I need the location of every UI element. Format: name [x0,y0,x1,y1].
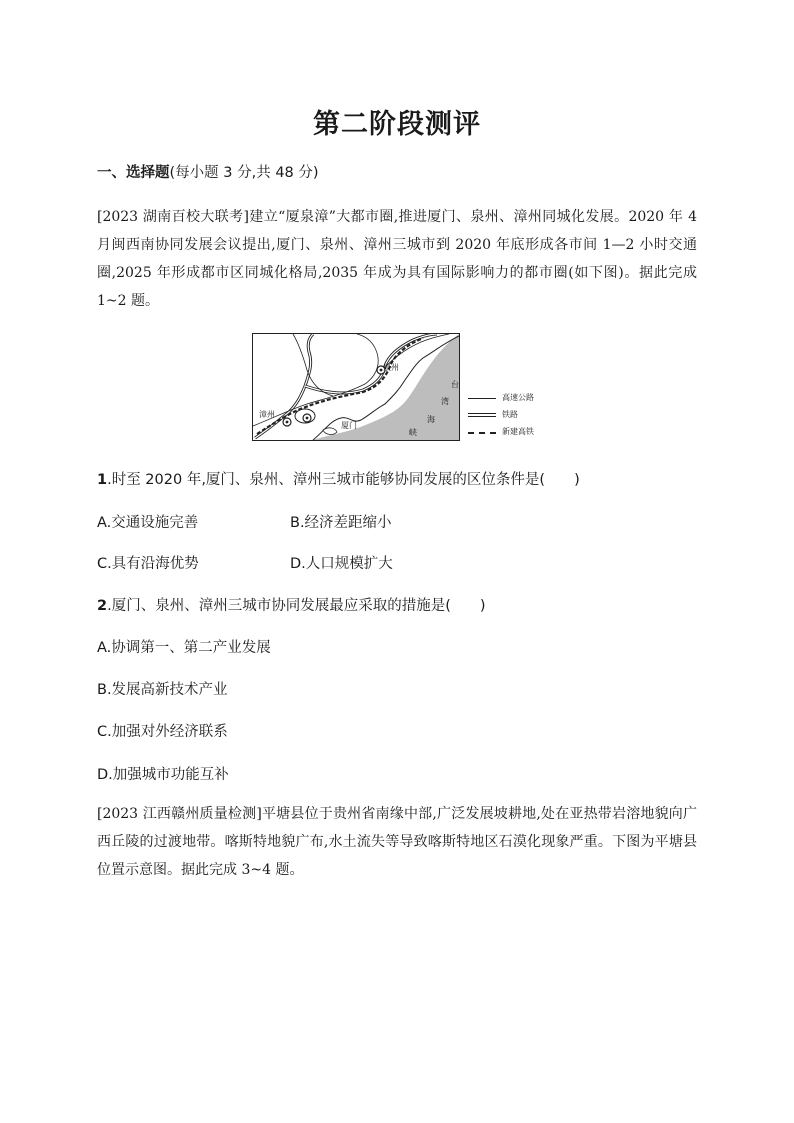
label-tai: 台 [451,380,459,389]
question-stem: .厦门、泉州、漳州三城市协同发展最应采取的措施是( ) [107,598,486,614]
label-wan: 湾 [441,397,449,406]
label-xia: 峡 [409,428,417,437]
section-heading [97,161,319,182]
question-1 [97,468,580,489]
question-stem: .时至 2020 年,厦门、泉州、漳州三城市能够协同发展的区位条件是( ) [107,472,580,488]
section-title: 一、选择题 [97,165,170,181]
label-quanzhou: 泉州 [383,363,399,372]
highway-line-2 [293,334,333,396]
legend-hsr-swatch [468,432,496,434]
sea-area [313,334,459,440]
q1-option-a[interactable]: A.交通设施完善 [97,515,199,531]
question-2 [97,594,486,615]
q1-option-c[interactable]: C.具有沿海优势 [97,556,199,572]
legend-railway [468,408,558,425]
question-number: 1 [97,472,108,488]
legend-railway-swatch [468,413,496,417]
legend-highway-label: 高速公路 [502,393,534,402]
passage-2: [2023 江西赣州质量检测]平塘县位于贵州省南缘中部,广泛发展坡耕地,处在亚热带岩溶地貌向广西丘陵的过渡地带。喀斯特地貌广布,水土流失等导致喀斯特地区石漠化现象严重。下图为平塘县位置示意图。据此完成 3~4 题。 [97,806,697,878]
section-note: (每小题 3 分,共 48 分) [169,165,319,181]
passage-1: [2023 湖南百校大联考]建立“厦泉漳”大都市圈,推进厦门、泉州、漳州同城化发展。2020 年 4 月闽西南协同发展会议提出,厦门、泉州、漳州三城市到 2020 年底形成各市间 1—2 小时交通圈,2025 年形成都市区同城化格局,2035 年成为具有国际影响力的都市圈(如下图)。据此完成 1~2 题。 [97,209,697,309]
jinmen-island [323,428,337,435]
q2-option-a[interactable]: A.协调第一、第二产业发展 [97,640,271,656]
q1-option-b[interactable]: B.经济差距缩小 [290,515,392,531]
legend-highway [468,391,558,408]
q2-option-c[interactable]: C.加强对外经济联系 [97,724,228,740]
q2-option-b[interactable]: B.发展高新技术产业 [97,682,228,698]
legend-railway-label: 铁路 [502,410,518,419]
label-zhangzhou: 漳州 [259,410,275,419]
map-figure [252,333,552,443]
legend-highway-swatch [468,398,496,399]
q2-option-d[interactable]: D.加强城市功能互补 [97,767,229,783]
map-frame [252,333,460,441]
map-legend [468,391,558,442]
legend-hsr-label: 新建高铁 [502,427,534,436]
label-hai: 海 [427,415,435,424]
q1-option-d[interactable]: D.人口规模扩大 [290,556,393,572]
label-xiamen: 厦门 [341,421,357,430]
legend-hsr [468,425,558,442]
page-title: 第二阶段测评 [313,109,481,140]
question-number: 2 [97,598,108,614]
